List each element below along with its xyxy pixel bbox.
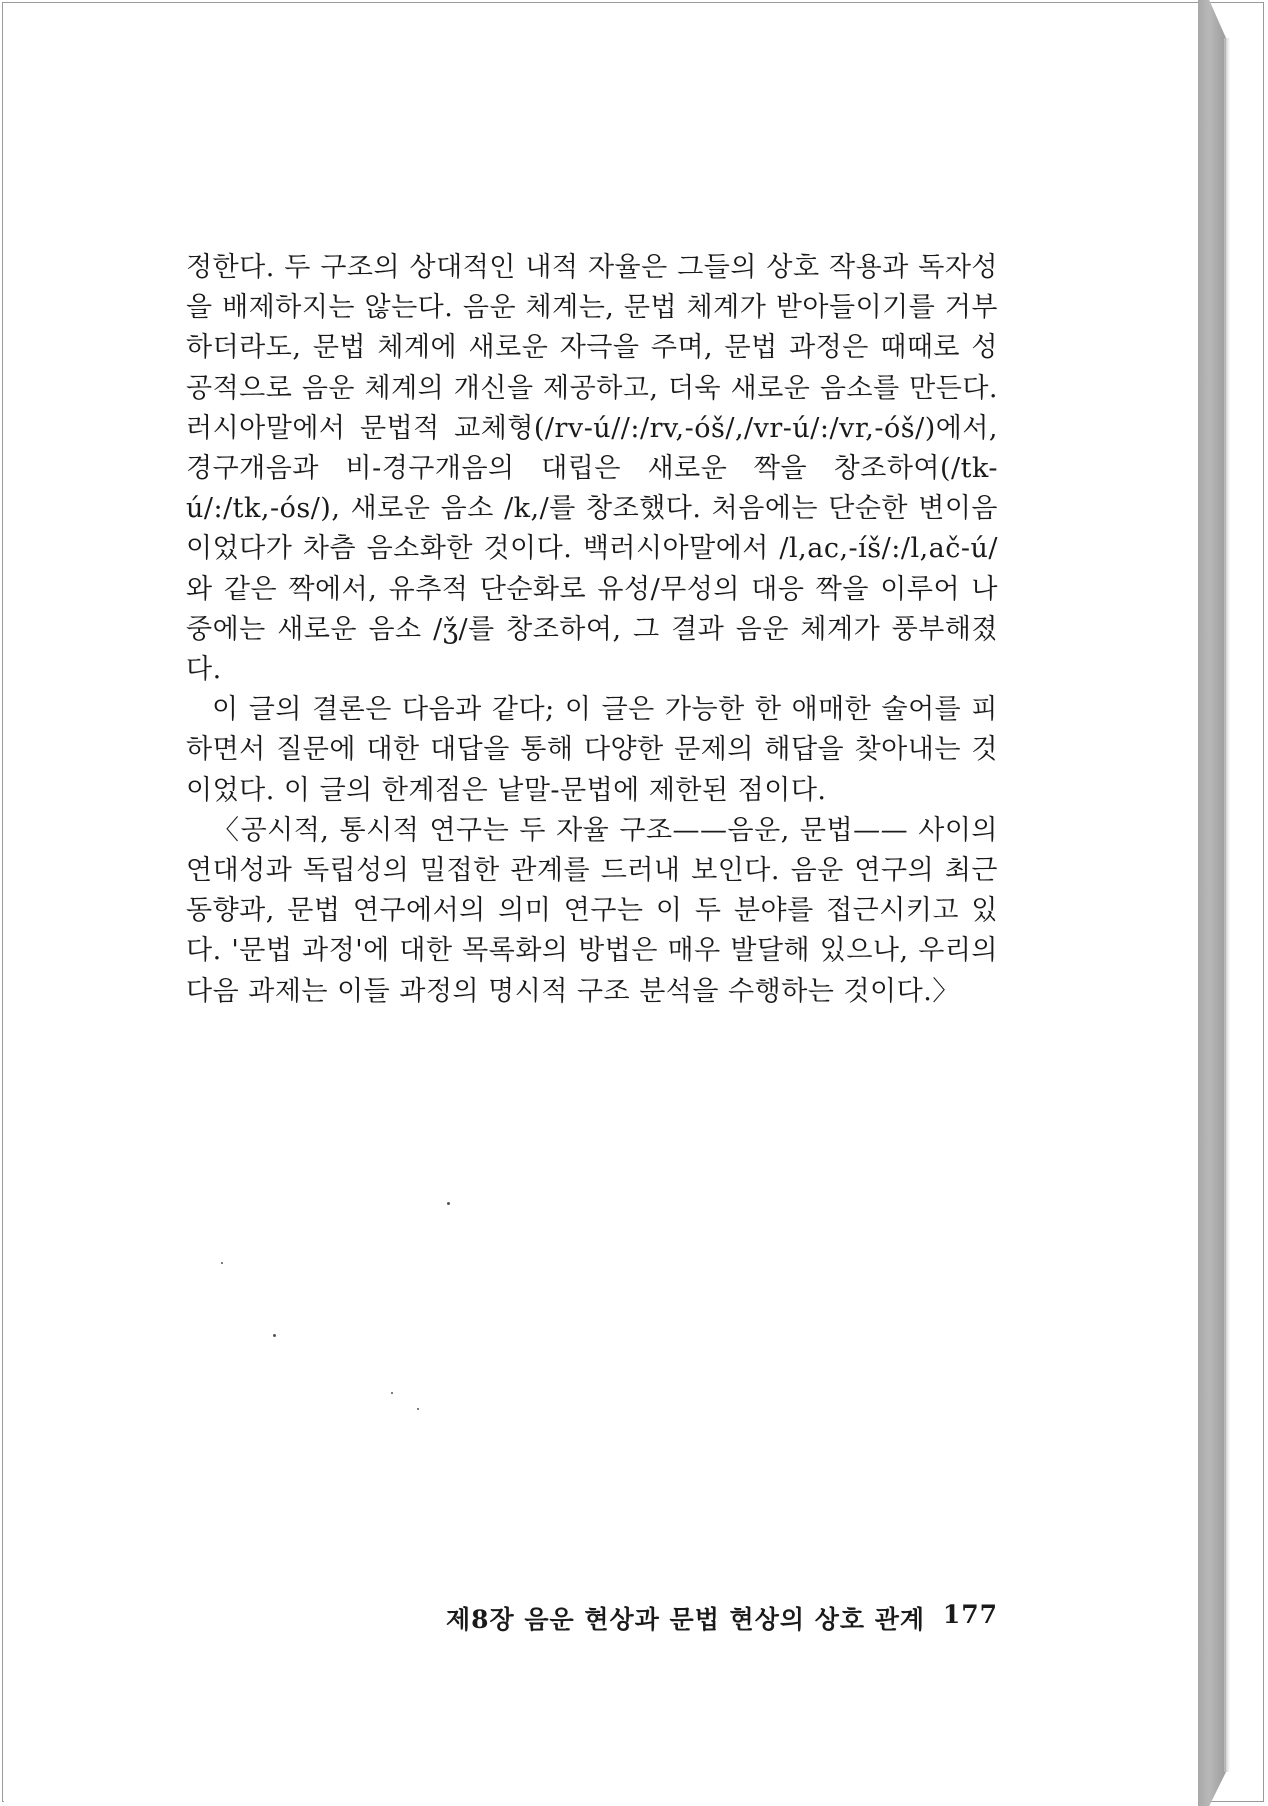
running-title: 제8장 음운 현상과 문법 현상의 상호 관계	[446, 1605, 926, 1634]
book-edge	[1198, 0, 1226, 1806]
page-footer	[446, 1600, 998, 1636]
scan-speck	[447, 1202, 450, 1205]
body-text	[186, 248, 998, 1012]
paragraph-2: 이 글의 결론은 다음과 같다; 이 글은 가능한 한 애매한 술어를 피하면서 질문에 대한 대답을 통해 다양한 문제의 해답을 찾아내는 것이었다. 이 글의 한계점은 낱말-문법에 제한된 점이다.	[186, 694, 998, 806]
scan-speck	[273, 1334, 276, 1337]
scan-speck	[417, 1408, 419, 1410]
scan-speck	[221, 1262, 223, 1264]
paragraph-1: 정한다. 두 구조의 상대적인 내적 자율은 그들의 상호 작용과 독자성을 배제하지는 않는다. 음운 체계는, 문법 체계가 받아들이기를 거부하더라도, 문법 체계에 새로운 자극을 주며, 문법 과정은 때때로 성공적으로 음운 체계의 개신을 제공하고, 더욱 새로운 음소를 만든다. 러시아말에서 문법적 교체형(/rv-ú//:/rv,-óš/,/vr-ú/:/vr,-óš/)에서, 경구개음과 비-경구개음의 대립은 새로운 짝을 창조하여(/tk-ú/:/tk,-ós/), 새로운 음소 /k,/를 창조했다. 처음에는 단순한 변이음이었다가 차츰 음소화한 것이다. 백러시아말에서 /l,ac,-íš/:/l,ač-ú/와 같은 짝에서, 유추적 단순화로 유성/무성의 대응 짝을 이루어 나중에는 새로운 음소 /ǯ/를 창조하여, 그 결과 음운 체계가 풍부해졌다.	[186, 252, 998, 686]
book-edge-shadow	[1224, 38, 1230, 1772]
paragraph-3: 〈공시적, 통시적 연구는 두 자율 구조——음운, 문법—— 사이의 연대성과 독립성의 밀접한 관계를 드러내 보인다. 음운 연구의 최근 동향과, 문법 연구에서의 의미 연구는 이 두 분야를 접근시키고 있다. '문법 과정'에 대한 목록화의 방법은 매우 발달해 있으나, 우리의 다음 과제는 이들 과정의 명시적 구조 분석을 수행하는 것이다.〉	[186, 814, 998, 1007]
page-number: 177	[942, 1600, 998, 1629]
scan-speck	[391, 1392, 393, 1394]
